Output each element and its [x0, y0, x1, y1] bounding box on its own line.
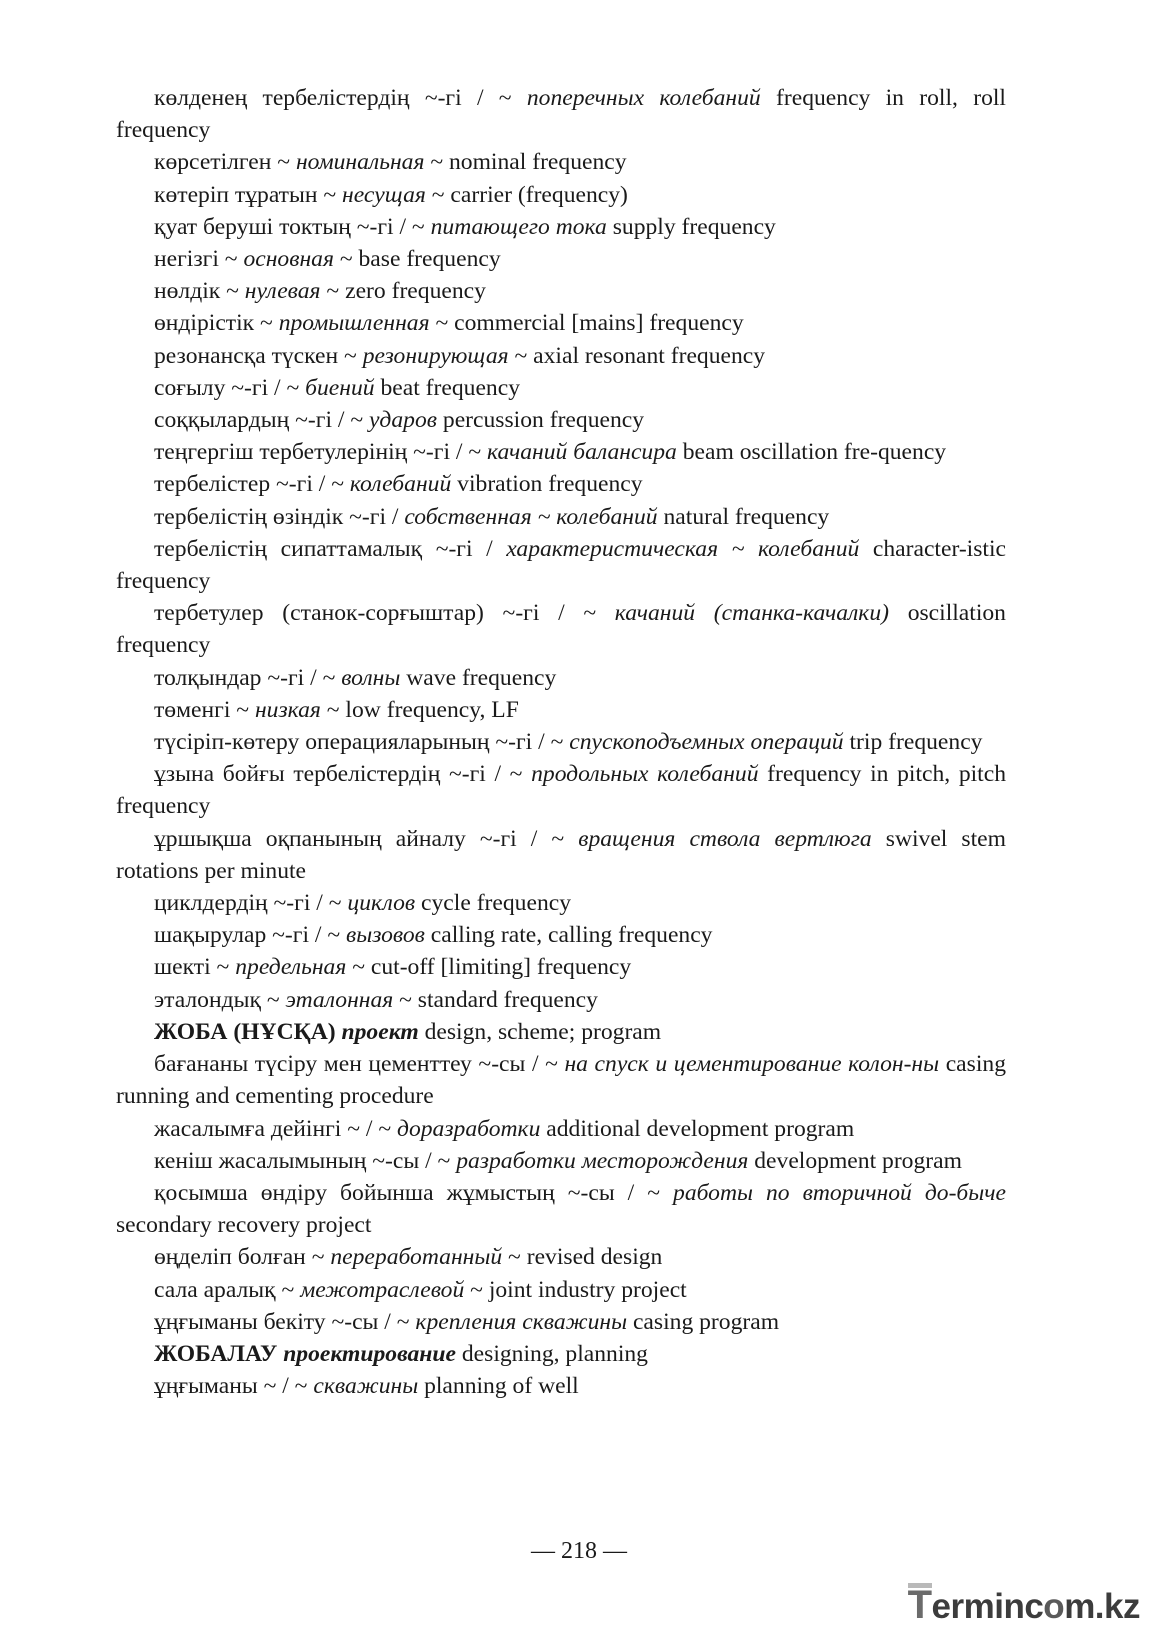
english-term: secondary recovery project: [116, 1212, 372, 1239]
subentry: [116, 243, 1006, 275]
russian-term: переработанный: [330, 1244, 503, 1271]
kazakh-term: нөлдік ~: [154, 278, 245, 305]
english-term: supply frequency: [606, 213, 776, 240]
subentry: [116, 340, 1006, 372]
subentry: [116, 919, 1006, 951]
russian-term: основная: [243, 246, 334, 273]
kazakh-term: тербелістің өзіндік ~-гі /: [154, 503, 405, 530]
russian-term: вращения ствола вертлюга: [578, 825, 872, 852]
headword-entry: [116, 1338, 1006, 1370]
russian-term: резонирующая: [362, 342, 509, 369]
subentry: [116, 597, 1006, 661]
russian-term: поперечных колебаний: [526, 85, 761, 111]
headword-russian: проект: [341, 1018, 419, 1045]
terminkom-logo: [908, 1583, 1140, 1627]
page-number: — 218 —: [531, 1538, 627, 1564]
english-term: oscillation frequency: [116, 600, 1006, 659]
kazakh-term: кеніш жасалымының ~-сы / ~: [154, 1147, 457, 1174]
english-term: wave frequency: [400, 664, 557, 691]
english-term: design, scheme; program: [418, 1018, 662, 1045]
english-term: ~ low frequency, LF: [320, 696, 519, 723]
russian-term: волны: [341, 664, 401, 691]
subentry: [116, 1241, 1006, 1273]
russian-term: спускоподъемных операций: [569, 729, 844, 756]
english-term: ~ nominal frequency: [424, 149, 627, 176]
english-term: character-istic frequency: [116, 535, 1006, 595]
russian-term: крепления скважины: [415, 1308, 628, 1335]
kazakh-term: толқындар ~-гі / ~: [154, 664, 342, 691]
russian-term: качаний балансира: [487, 439, 677, 466]
headword-kazakh: ЖОБАЛАУ: [154, 1340, 284, 1367]
subentry: [116, 887, 1006, 919]
russian-term: скважины: [313, 1373, 419, 1400]
kazakh-term: резонансқа түскен ~: [154, 342, 363, 369]
subentry: [116, 146, 1006, 178]
subentry: [116, 307, 1006, 339]
kazakh-term: тербелістің сипаттамалық ~-гі /: [154, 535, 507, 562]
english-term: ~ commercial [mains] frequency: [429, 310, 744, 337]
kazakh-term: ұзына бойғы тербелістердің ~-гі / ~: [154, 761, 532, 788]
subentry: [116, 436, 1006, 468]
subentry: [116, 1113, 1006, 1145]
kazakh-term: көлденең тербелістердің ~-гі / ~: [154, 85, 527, 111]
subentry: [116, 372, 1006, 404]
kazakh-term: тербелістер ~-гі / ~: [154, 471, 350, 498]
subentry: [116, 694, 1006, 726]
russian-term: биений: [305, 374, 375, 401]
russian-term: работы по вторичной до-быче: [673, 1179, 1007, 1206]
headword-russian: проектирование: [283, 1340, 456, 1367]
kazakh-term: шекті ~: [154, 954, 236, 981]
english-term: ~ base frequency: [333, 246, 501, 273]
kazakh-term: негізгі ~: [154, 246, 244, 273]
kazakh-term: ұршықша оқпанының айналу ~-гі / ~: [154, 825, 579, 852]
english-term: ~ cut-off [limiting] frequency: [346, 954, 632, 981]
headword-entry: [116, 1016, 1006, 1048]
russian-term: вызовов: [346, 922, 425, 949]
english-term: beam oscillation fre-quency: [676, 439, 947, 466]
english-term: development program: [748, 1147, 962, 1174]
kazakh-term: жасалымға дейінгі ~ / ~: [154, 1115, 398, 1142]
kazakh-term: ұңғыманы бекіту ~-сы / ~: [154, 1308, 416, 1335]
kazakh-term: соққылардың ~-гі / ~: [154, 407, 370, 434]
english-term: ~ joint industry project: [464, 1276, 687, 1303]
kazakh-term: соғылу ~-гі / ~: [154, 374, 306, 401]
russian-term: межотраслевой: [300, 1276, 465, 1303]
logo-search-o: o: [1043, 1587, 1065, 1626]
subentry: [116, 1370, 1006, 1402]
subentry: [116, 1177, 1006, 1241]
english-term: ~ axial resonant frequency: [508, 342, 766, 369]
subentry: [116, 501, 1006, 533]
english-term: cycle frequency: [415, 890, 572, 917]
english-term: additional development program: [540, 1115, 855, 1142]
russian-term: нулевая: [244, 278, 321, 305]
headword-kazakh: ЖОБА (НҰСҚА): [154, 1018, 342, 1045]
russian-term: промышленная: [278, 310, 430, 337]
subentry: [116, 726, 1006, 758]
kazakh-term: көтеріп тұратын ~: [154, 181, 343, 208]
kazakh-term: қуат беруші токтың ~-гі / ~: [154, 213, 431, 240]
russian-term: низкая: [254, 696, 321, 723]
english-term: natural frequency: [657, 503, 830, 530]
english-term: casing running and cementing procedure: [116, 1051, 1006, 1110]
subentry: [116, 533, 1006, 597]
kazakh-term: эталондық ~: [154, 986, 286, 1013]
subentry: [116, 468, 1006, 500]
subentry: [116, 275, 1006, 307]
russian-term: на спуск и цементирование колон-ны: [564, 1051, 940, 1078]
russian-term: собственная ~ колебаний: [404, 503, 658, 530]
english-term: beat frequency: [374, 374, 520, 401]
kazakh-term: шақырулар ~-гі / ~: [154, 922, 347, 949]
russian-term: номинальная: [295, 149, 425, 176]
logo-text-part-1: erminc: [931, 1587, 1044, 1626]
kazakh-term: циклдердің ~-гі / ~: [154, 890, 348, 917]
russian-term: ударов: [369, 407, 438, 434]
english-term: frequency in pitch, pitch frequency: [116, 761, 1007, 820]
english-term: designing, planning: [455, 1340, 648, 1367]
subentry: [116, 951, 1006, 983]
english-term: ~ standard frequency: [393, 986, 598, 1013]
kazakh-term: көрсетілген ~: [154, 149, 296, 176]
russian-term: доразработки: [397, 1115, 541, 1142]
russian-term: эталонная: [285, 986, 394, 1013]
russian-term: несущая: [342, 181, 426, 208]
kazakh-term: бағананы түсіру мен цементтеу ~-сы / ~: [154, 1051, 565, 1078]
subentry: [116, 404, 1006, 436]
subentry: [116, 823, 1006, 887]
kazakh-term: теңгергіш тербетулерінің ~-гі / ~: [154, 439, 488, 466]
english-term: trip frequency: [843, 729, 983, 756]
subentry: [116, 1274, 1006, 1306]
english-term: percussion frequency: [437, 407, 645, 434]
kazakh-term: қосымша өндіру бойынша жұмыстың ~-сы / ~: [154, 1179, 674, 1206]
english-term: planning of well: [418, 1373, 579, 1400]
russian-term: циклов: [347, 890, 416, 917]
russian-term: разработки месторождения: [456, 1147, 749, 1174]
kazakh-term: түсіріп-көтеру операцияларының ~-гі / ~: [154, 729, 570, 756]
kazakh-term: өңделіп болған ~: [154, 1244, 331, 1271]
english-term: ~ carrier (frequency): [425, 181, 628, 208]
english-term: casing program: [627, 1308, 780, 1335]
english-term: swivel stem rotations per minute: [116, 825, 1006, 884]
subentry: [116, 211, 1006, 243]
logo-text-part-2: m.kz: [1064, 1587, 1140, 1626]
russian-term: характеристическая ~ колебаний: [506, 535, 860, 562]
subentry: [116, 984, 1006, 1016]
subentry: [116, 1306, 1006, 1338]
subentry: [116, 758, 1006, 822]
kazakh-term: төменгі ~: [154, 696, 255, 723]
kazakh-term: тербетулер (станок-сорғыштар) ~-гі / ~: [154, 600, 615, 627]
english-term: ~ revised design: [502, 1244, 663, 1271]
russian-term: колебаний: [349, 471, 452, 498]
subentry: [116, 662, 1006, 694]
kazakh-term: өндірістік ~: [154, 310, 279, 337]
subentry: [116, 82, 1006, 146]
kazakh-term: сала аралық ~: [154, 1276, 301, 1303]
russian-term: питающего тока: [430, 213, 607, 240]
dictionary-page-body: [116, 82, 1006, 1402]
russian-term: качаний (станка-качалки): [614, 600, 889, 627]
kazakh-term: ұңғыманы ~ / ~: [154, 1373, 314, 1400]
logo-letter-t: T: [907, 1583, 932, 1627]
english-term: calling rate, calling frequency: [424, 922, 713, 949]
subentry: [116, 179, 1006, 211]
russian-term: предельная: [235, 954, 347, 981]
subentry: [116, 1145, 1006, 1177]
english-term: vibration frequency: [451, 471, 643, 498]
english-term: ~ zero frequency: [320, 278, 486, 305]
russian-term: продольных колебаний: [531, 761, 759, 788]
english-term: frequency in roll, roll frequency: [116, 85, 1006, 144]
subentry: [116, 1048, 1006, 1112]
